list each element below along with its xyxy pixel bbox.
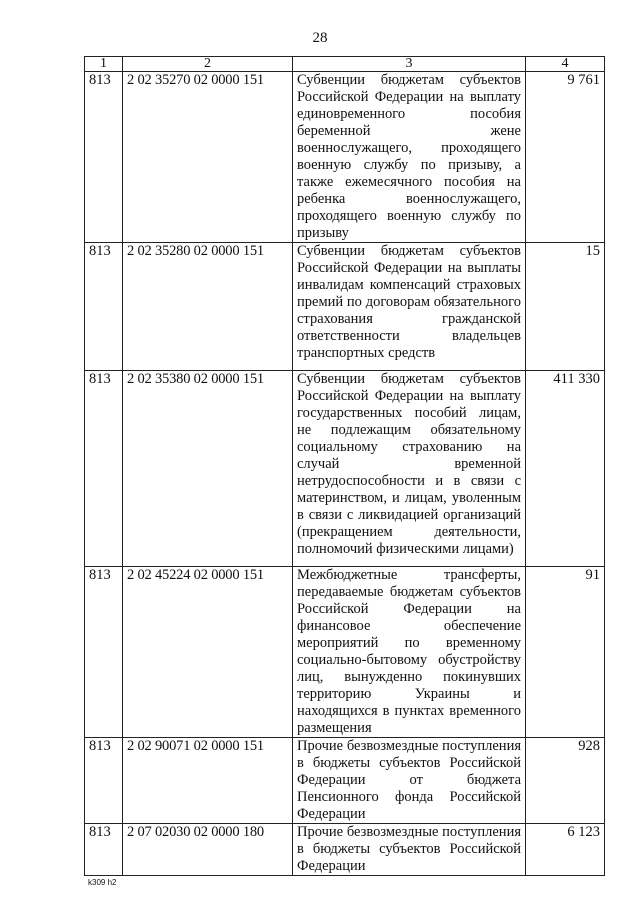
header-row [85,57,605,72]
header-col-2: 2 [123,57,293,72]
description-cell: Прочие безвозмездные поступления в бюджеты субъектов Российской Федерации от бюджета Пенсионного фонда Российской Федерации [293,738,526,824]
amount-cell: 9 761 [526,72,605,243]
amount-cell: 928 [526,738,605,824]
admin-code-cell: 813 [85,567,123,738]
header-col-1: 1 [85,57,123,72]
amount-cell: 91 [526,567,605,738]
amount-cell: 6 123 [526,824,605,876]
page-number: 28 [312,30,328,46]
amount-cell: 15 [526,243,605,371]
table-body [85,72,605,876]
description-cell: Субвенции бюджетам субъектов Российской Федерации на выплату государственных пособий лицам, не подлежащим обязательному социальному страхованию на случай временной нетрудоспособности и в связи с материнством, и лицам, уволенным в связи с ликвидацией организаций (прекращением деятельности, полномочий физическими лицами) [293,371,526,567]
budget-code-cell: 2 07 02030 02 0000 180 [123,824,293,876]
budget-code-cell: 2 02 35280 02 0000 151 [123,243,293,371]
budget-table [84,56,605,876]
admin-code-cell: 813 [85,243,123,371]
table-row [85,371,605,567]
admin-code-cell: 813 [85,371,123,567]
table-row [85,72,605,243]
admin-code-cell: 813 [85,738,123,824]
budget-code-cell: 2 02 35380 02 0000 151 [123,371,293,567]
header-col-3: 3 [293,57,526,72]
header-col-4: 4 [526,57,605,72]
admin-code-cell: 813 [85,72,123,243]
budget-code-cell: 2 02 35270 02 0000 151 [123,72,293,243]
table-row [85,738,605,824]
description-cell: Прочие безвозмездные поступления в бюджеты субъектов Российской Федерации [293,824,526,876]
table-row [85,567,605,738]
budget-code-cell: 2 02 45224 02 0000 151 [123,567,293,738]
amount-cell: 411 330 [526,371,605,567]
table-row [85,243,605,371]
footer-code: k309 h2 [88,878,117,887]
description-cell: Субвенции бюджетам субъектов Российской Федерации на выплаты инвалидам компенсаций страховых премий по договорам обязательного страхования гражданской ответственности владельцев транспортных средств [293,243,526,371]
budget-code-cell: 2 02 90071 02 0000 151 [123,738,293,824]
admin-code-cell: 813 [85,824,123,876]
description-cell: Субвенции бюджетам субъектов Российской Федерации на выплату единовременного пособия беременной жене военнослужащего, проходящего военную службу по призыву, а также ежемесячного пособия на ребенка военнослужащего, проходящего военную службу по призыву [293,72,526,243]
table-row [85,824,605,876]
description-cell: Межбюджетные трансферты, передаваемые бюджетам субъектов Российской Федерации на финансовое обеспечение мероприятий по временному социально-бытовому обустройству лиц, вынужденно покинувших территорию Украины и находящихся в пунктах временного размещения [293,567,526,738]
